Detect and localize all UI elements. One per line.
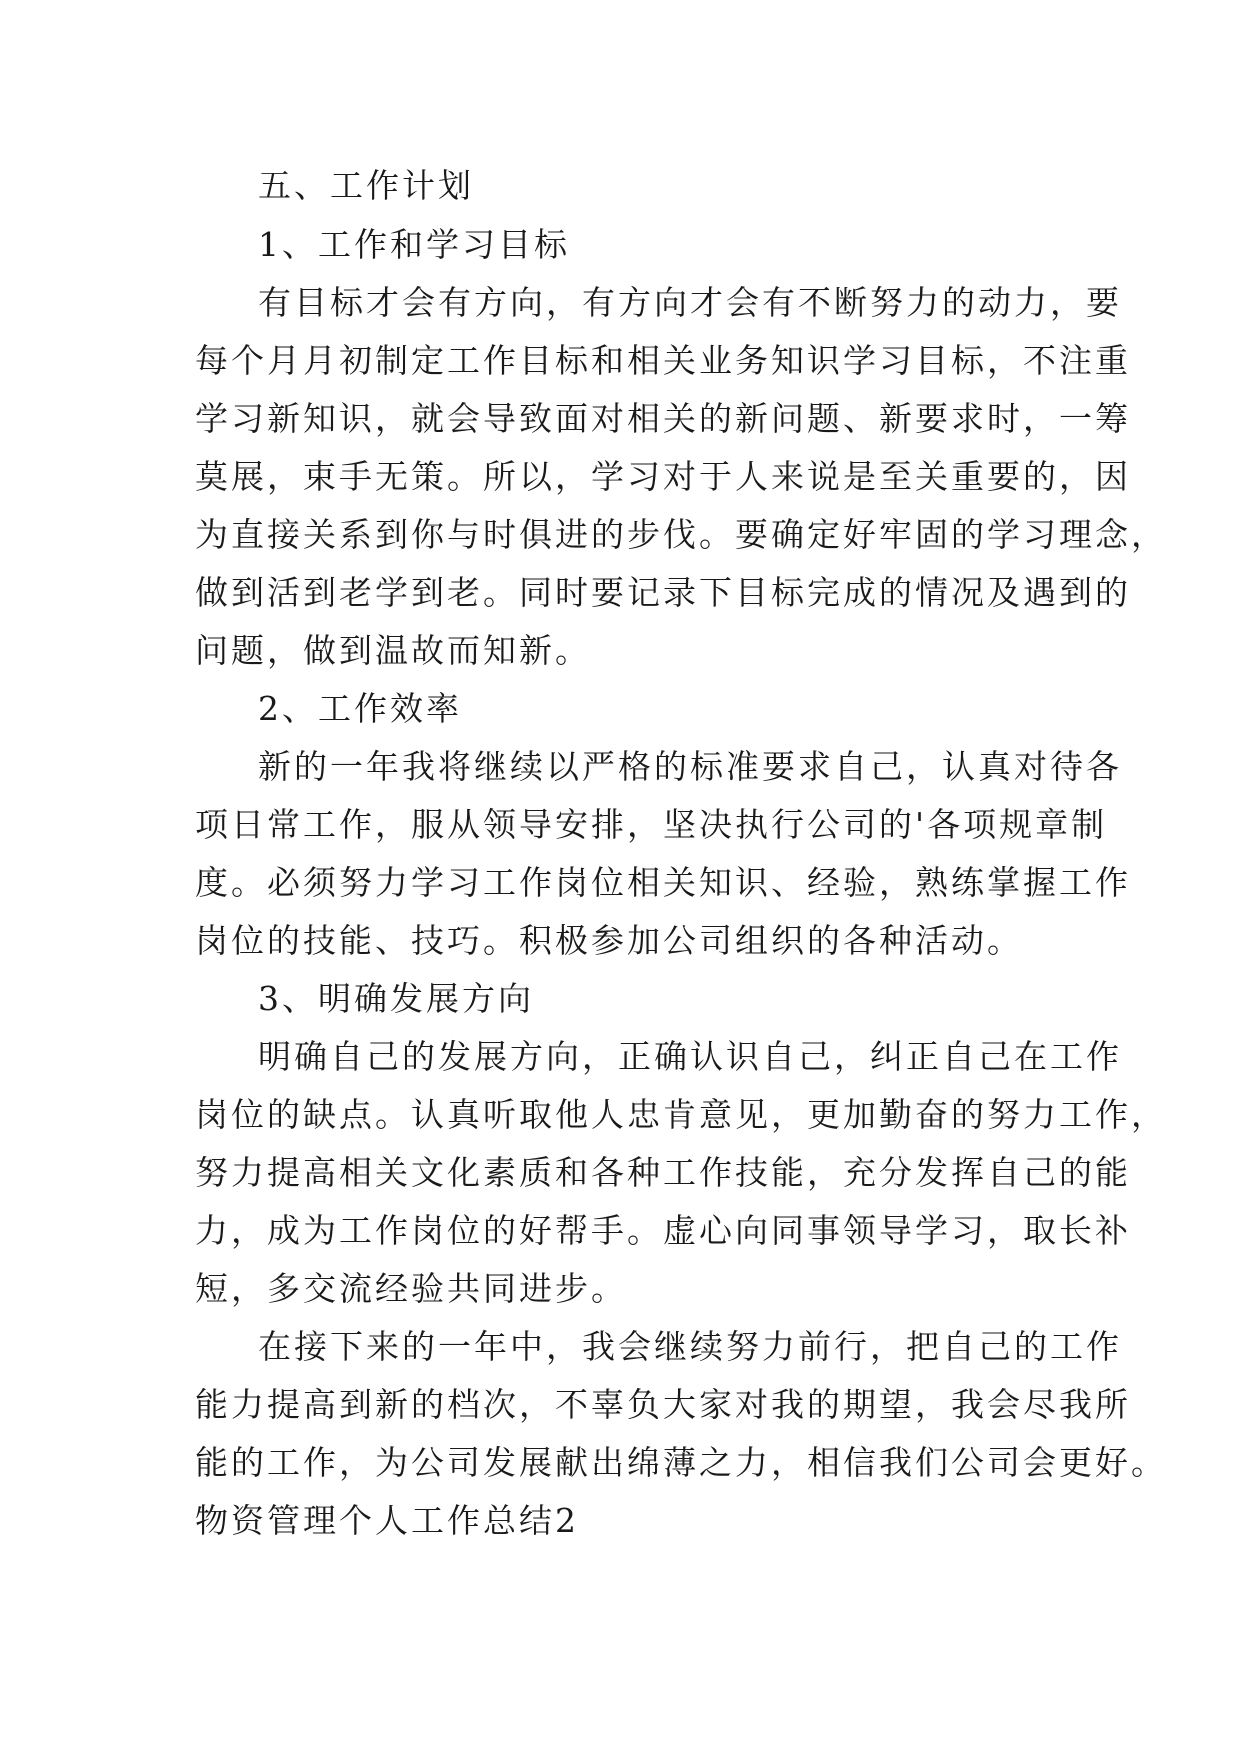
section-heading: 五、工作计划	[258, 166, 474, 205]
paragraph-line: 每个月月初制定工作目标和相关业务知识学习目标，不注重	[195, 341, 1131, 380]
paragraph-line: 项日常工作，服从领导安排，坚决执行公司的'各项规章制	[195, 805, 1108, 844]
paragraph-line: 努力提高相关文化素质和各种工作技能，充分发挥自己的能	[195, 1153, 1131, 1192]
subsection-heading: 2、工作效率	[258, 689, 462, 728]
paragraph-line: 力，成为工作岗位的好帮手。虚心向同事领导学习，取长补	[195, 1211, 1131, 1250]
paragraph-line: 岗位的技能、技巧。积极参加公司组织的各种活动。	[195, 921, 1023, 960]
paragraph-line: 莫展，束手无策。所以，学习对于人来说是至关重要的，因	[195, 457, 1131, 496]
paragraph-line: 明确自己的发展方向，正确认识自己，纠正自己在工作	[258, 1037, 1122, 1076]
paragraph-line: 岗位的缺点。认真听取他人忠肯意见，更加勤奋的努力工作，	[195, 1095, 1167, 1134]
paragraph-line: 度。必须努力学习工作岗位相关知识、经验，熟练掌握工作	[195, 863, 1131, 902]
paragraph-line: 能力提高到新的档次，不辜负大家对我的期望，我会尽我所	[195, 1385, 1131, 1424]
paragraph-line: 新的一年我将继续以严格的标准要求自己，认真对待各	[258, 747, 1122, 786]
subsection-heading: 1、工作和学习目标	[258, 225, 570, 264]
paragraph-line: 短，多交流经验共同进步。	[195, 1269, 627, 1308]
document-title: 物资管理个人工作总结2	[195, 1501, 579, 1540]
subsection-heading: 3、明确发展方向	[258, 979, 534, 1018]
paragraph-line: 能的工作，为公司发展献出绵薄之力，相信我们公司会更好。	[195, 1443, 1167, 1482]
paragraph-line: 问题，做到温故而知新。	[195, 631, 591, 670]
paragraph-line: 为直接关系到你与时俱进的步伐。要确定好牢固的学习理念，	[195, 515, 1167, 554]
paragraph-line: 有目标才会有方向，有方向才会有不断努力的动力，要	[258, 283, 1122, 322]
paragraph-line: 做到活到老学到老。同时要记录下目标完成的情况及遇到的	[195, 573, 1131, 612]
paragraph-line: 学习新知识，就会导致面对相关的新问题、新要求时，一筹	[195, 399, 1131, 438]
paragraph-line: 在接下来的一年中，我会继续努力前行，把自己的工作	[258, 1327, 1122, 1366]
